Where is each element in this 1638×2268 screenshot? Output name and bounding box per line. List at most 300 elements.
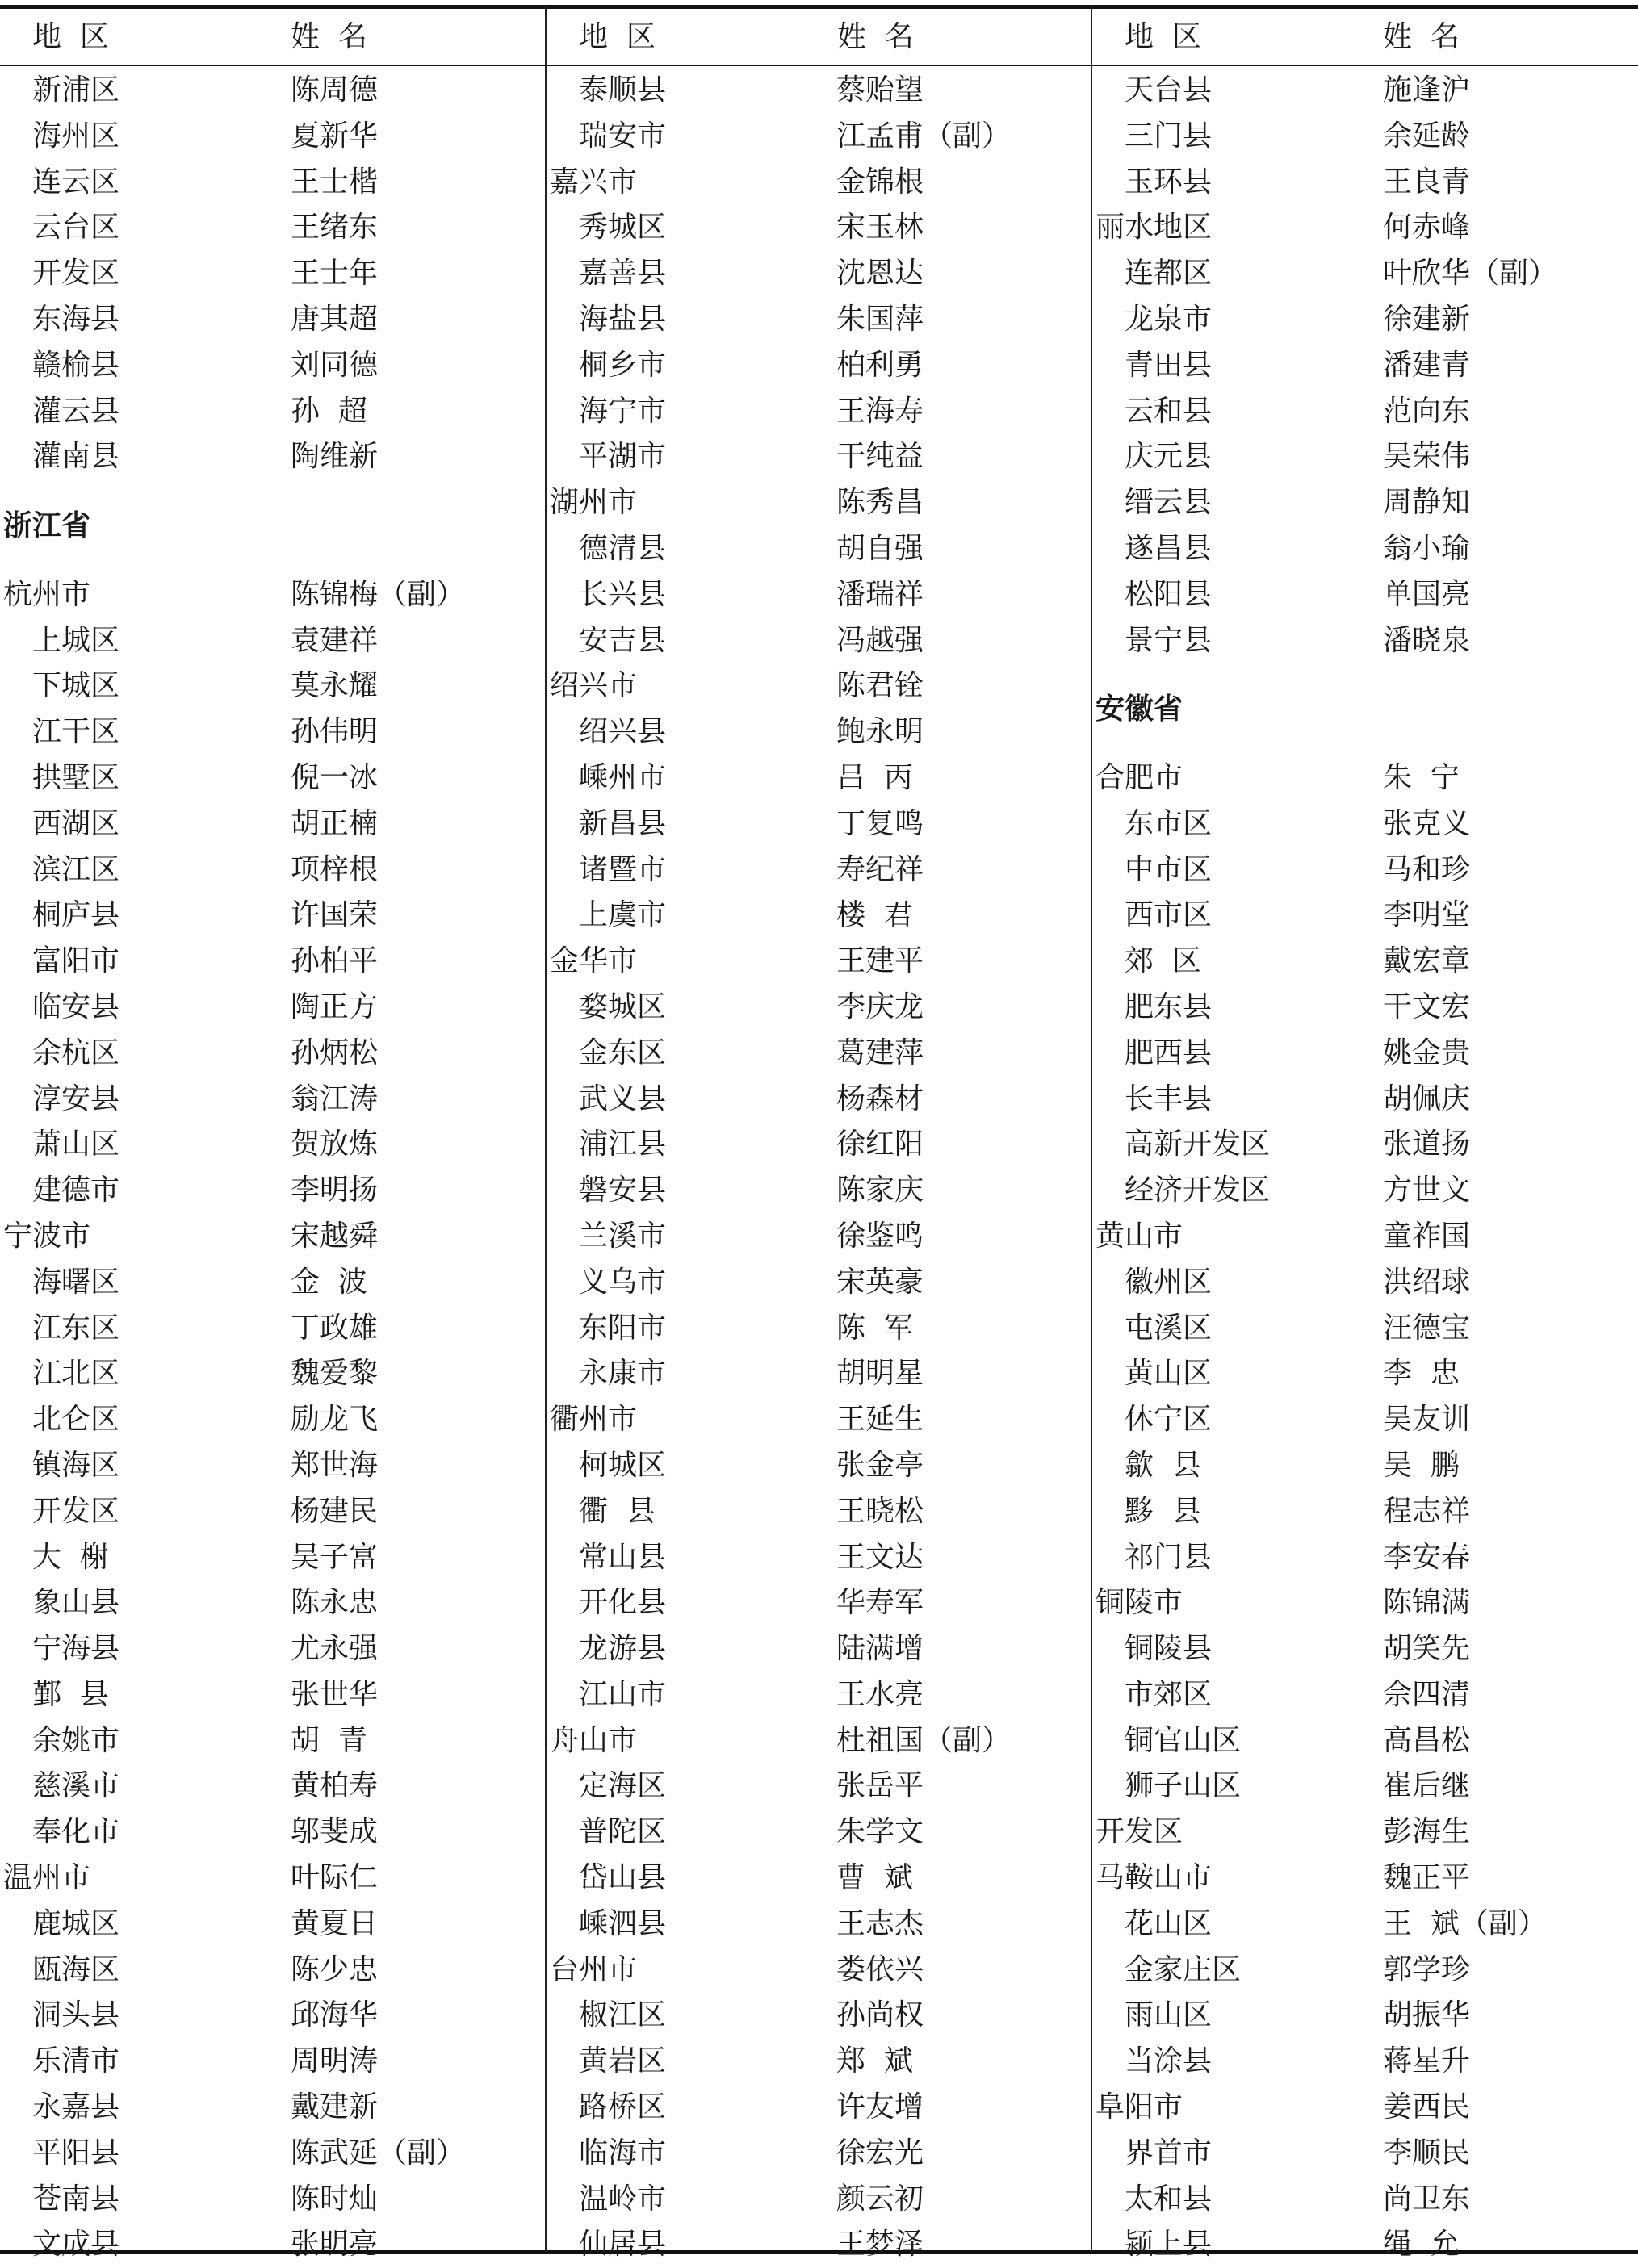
region-cell: 奉化市 — [32, 1815, 120, 1849]
table-row — [1092, 1764, 1638, 1810]
table-row — [0, 2177, 545, 2223]
region-cell: 灌南县 — [32, 440, 120, 474]
region-cell: 洞头县 — [32, 1998, 120, 2032]
name-cell: 黄柏寿 — [291, 1769, 379, 1803]
name-cell: 高昌松 — [1383, 1723, 1471, 1757]
name-cell: 陈锦梅（副） — [291, 577, 466, 611]
name-cell: 朱 宁 — [1383, 760, 1460, 794]
region-cell: 苍南县 — [32, 2182, 120, 2216]
region-cell: 下城区 — [32, 669, 120, 703]
name-cell: 李 忠 — [1383, 1357, 1460, 1391]
region-cell: 雨山区 — [1125, 1998, 1213, 2032]
table-row — [0, 1260, 545, 1306]
region-cell: 景宁县 — [1125, 623, 1213, 657]
table-row — [547, 1810, 1091, 1856]
table-row — [1092, 68, 1638, 114]
table-row — [1092, 114, 1638, 160]
table-row — [1092, 1626, 1638, 1672]
name-cell: 项梓根 — [291, 852, 379, 886]
table-row — [547, 480, 1091, 526]
name-cell: 胡 青 — [291, 1723, 367, 1757]
region-cell: 宁海县 — [32, 1632, 120, 1666]
region-cell: 缙云县 — [1125, 486, 1213, 520]
name-cell: 叶际仁 — [291, 1861, 379, 1895]
region-cell: 普陀区 — [579, 1815, 667, 1849]
name-cell: 葛建萍 — [836, 1036, 924, 1069]
region-cell: 泰顺县 — [579, 73, 667, 107]
table-row — [0, 1443, 545, 1489]
table-row — [0, 663, 545, 709]
column-rows — [1092, 68, 1638, 2268]
name-cell: 冯越强 — [836, 623, 924, 657]
region-cell: 椒江区 — [579, 1998, 667, 2032]
name-cell: 金 波 — [291, 1265, 367, 1299]
region-cell: 拱墅区 — [32, 760, 120, 794]
name-cell: 陶维新 — [291, 440, 379, 474]
region-cell: 淳安县 — [32, 1082, 120, 1115]
name-cell: 楼 君 — [836, 898, 913, 932]
name-cell: 崔后继 — [1383, 1769, 1471, 1803]
name-cell: 干文宏 — [1383, 990, 1471, 1023]
table-row — [547, 114, 1091, 160]
column-rows — [0, 68, 545, 2268]
region-cell: 花山区 — [1125, 1906, 1213, 1940]
table-row — [0, 755, 545, 801]
name-cell: 袁建祥 — [291, 623, 379, 657]
table-row — [1092, 1031, 1638, 1077]
table-row — [0, 1489, 545, 1535]
table-row — [0, 205, 545, 251]
name-cell: 徐宏光 — [836, 2136, 924, 2170]
name-cell: 华寿军 — [836, 1586, 924, 1620]
table-row — [547, 1580, 1091, 1626]
table-row — [0, 1993, 545, 2039]
region-cell: 浙江省 — [3, 509, 91, 543]
region-cell: 高新开发区 — [1125, 1128, 1271, 1161]
table-column-3 — [1092, 0, 1638, 2262]
region-cell: 海盐县 — [579, 302, 667, 336]
table-row — [0, 1580, 545, 1626]
region-cell: 永康市 — [579, 1357, 667, 1391]
name-cell: 杨建民 — [291, 1494, 379, 1528]
name-cell: 李明扬 — [291, 1174, 379, 1207]
name-cell: 洪绍球 — [1383, 1265, 1471, 1299]
name-cell: 胡笑先 — [1383, 1632, 1471, 1666]
name-cell: 王 斌（副） — [1383, 1906, 1547, 1940]
region-cell: 松阳县 — [1125, 577, 1213, 611]
name-cell: 鲍永明 — [836, 715, 924, 749]
table-row — [0, 1351, 545, 1397]
name-cell: 朱国萍 — [836, 302, 924, 336]
region-cell: 永嘉县 — [32, 2090, 120, 2124]
table-row — [547, 1856, 1091, 1902]
name-cell: 余延龄 — [1383, 119, 1471, 153]
table-row — [0, 1764, 545, 1810]
name-cell: 陈武延（副） — [291, 2136, 466, 2170]
name-cell: 戴宏章 — [1383, 944, 1471, 978]
table-row — [1092, 1214, 1638, 1260]
table-row — [547, 1626, 1091, 1672]
region-cell: 嵊泗县 — [579, 1906, 667, 1940]
region-cell: 市郊区 — [1125, 1677, 1213, 1711]
region-cell: 庆元县 — [1125, 440, 1213, 474]
region-cell: 马鞍山市 — [1095, 1861, 1213, 1895]
region-cell: 桐乡市 — [579, 348, 667, 382]
table-row — [547, 572, 1091, 618]
name-cell: 金锦根 — [836, 165, 924, 199]
region-cell: 新昌县 — [579, 806, 667, 840]
table-row — [547, 2177, 1091, 2223]
table-row — [0, 343, 545, 389]
table-row — [547, 1122, 1091, 1168]
region-cell: 休宁区 — [1125, 1403, 1213, 1437]
name-cell: 翁小瑜 — [1383, 531, 1471, 565]
region-cell: 海州区 — [32, 119, 120, 153]
region-cell: 肥东县 — [1125, 990, 1213, 1023]
table-row — [547, 1718, 1091, 1764]
name-cell: 王海寿 — [836, 394, 924, 428]
region-cell: 鄞 县 — [32, 1677, 109, 1711]
name-cell: 陈 军 — [836, 1311, 913, 1345]
name-cell: 李明堂 — [1383, 898, 1471, 932]
name-cell: 王良青 — [1383, 165, 1471, 199]
table-row — [547, 847, 1091, 893]
region-cell: 阜阳市 — [1095, 2090, 1183, 2124]
region-cell: 婺城区 — [579, 990, 667, 1023]
name-cell: 柏利勇 — [836, 348, 924, 382]
name-cell: 彭海生 — [1383, 1815, 1471, 1849]
table-row — [1092, 160, 1638, 206]
table-row — [547, 1077, 1091, 1123]
table-row — [547, 2222, 1091, 2268]
region-cell: 中市区 — [1125, 852, 1213, 886]
region-cell: 肥西县 — [1125, 1036, 1213, 1069]
name-cell: 李庆龙 — [836, 990, 924, 1023]
name-cell: 蔡贻望 — [836, 73, 924, 107]
region-cell: 界首市 — [1125, 2136, 1213, 2170]
table-row — [1092, 1351, 1638, 1397]
region-cell: 镇海区 — [32, 1448, 120, 1482]
region-cell: 铜陵市 — [1095, 1586, 1183, 1620]
region-cell: 大 榭 — [32, 1540, 109, 1574]
name-cell: 尤永强 — [291, 1632, 379, 1666]
region-cell: 龙游县 — [579, 1632, 667, 1666]
region-cell: 开发区 — [32, 257, 120, 291]
table-row — [1092, 847, 1638, 893]
table-row — [1092, 1168, 1638, 1214]
table-row — [0, 1077, 545, 1123]
region-cell: 铜官山区 — [1125, 1723, 1242, 1757]
table-row — [1092, 480, 1638, 526]
name-cell: 丁政雄 — [291, 1311, 379, 1345]
name-cell: 王水亮 — [836, 1677, 924, 1711]
name-cell: 翁江涛 — [291, 1082, 379, 1115]
region-cell: 路桥区 — [579, 2090, 667, 2124]
name-cell: 陶正方 — [291, 990, 379, 1023]
region-cell: 开发区 — [32, 1494, 120, 1528]
name-cell: 王建平 — [836, 944, 924, 978]
name-cell: 蒋星升 — [1383, 2044, 1471, 2078]
region-cell: 西市区 — [1125, 898, 1213, 932]
region-cell: 开化县 — [579, 1586, 667, 1620]
name-cell: 方世文 — [1383, 1174, 1471, 1207]
table-row — [547, 1443, 1091, 1489]
table-row — [1092, 1718, 1638, 1764]
table-row — [547, 2039, 1091, 2085]
name-cell: 陈秀昌 — [836, 486, 924, 520]
region-cell: 秀城区 — [579, 211, 667, 245]
region-cell: 三门县 — [1125, 119, 1213, 153]
name-cell: 胡自强 — [836, 531, 924, 565]
name-cell: 马和珍 — [1383, 852, 1471, 886]
region-cell: 萧山区 — [32, 1128, 120, 1161]
table-row — [547, 1260, 1091, 1306]
table-row — [547, 1672, 1091, 1718]
name-cell: 曹 斌 — [836, 1861, 913, 1895]
region-cell: 屯溪区 — [1125, 1311, 1213, 1345]
name-cell: 尚卫东 — [1383, 2182, 1471, 2216]
table-row — [547, 985, 1091, 1031]
name-cell: 吴子富 — [291, 1540, 379, 1574]
region-cell: 天台县 — [1125, 73, 1213, 107]
table-row — [1092, 801, 1638, 847]
name-cell: 王士楷 — [291, 165, 379, 199]
name-cell: 叶欣华（副） — [1383, 257, 1558, 291]
name-cell: 王志杰 — [836, 1906, 924, 1940]
table-row — [1092, 1260, 1638, 1306]
table-row — [1092, 205, 1638, 251]
table-row — [0, 1672, 545, 1718]
name-cell: 寿纪祥 — [836, 852, 924, 886]
region-cell: 常山县 — [579, 1540, 667, 1574]
region-cell: 经济开发区 — [1125, 1174, 1271, 1207]
table-row — [0, 618, 545, 664]
name-cell: 孙柏平 — [291, 944, 379, 978]
region-cell: 嵊州市 — [579, 760, 667, 794]
table-row — [1092, 526, 1638, 572]
name-cell: 陈君铨 — [836, 669, 924, 703]
region-cell: 上城区 — [32, 623, 120, 657]
region-cell: 瑞安市 — [579, 119, 667, 153]
region-cell: 上虞市 — [579, 898, 667, 932]
region-cell: 建德市 — [32, 1174, 120, 1207]
region-cell: 云台区 — [32, 211, 120, 245]
region-cell: 台州市 — [550, 1952, 638, 1986]
region-cell: 宁波市 — [3, 1219, 91, 1253]
region-cell: 郊 区 — [1125, 944, 1201, 978]
region-cell: 金东区 — [579, 1036, 667, 1069]
region-cell: 富阳市 — [32, 944, 120, 978]
table-row — [0, 1626, 545, 1672]
region-cell: 江山市 — [579, 1677, 667, 1711]
table-row — [547, 939, 1091, 985]
table-row — [0, 434, 545, 480]
region-cell: 乐清市 — [32, 2044, 120, 2078]
name-cell: 吴友训 — [1383, 1403, 1471, 1437]
region-cell: 徽州区 — [1125, 1265, 1213, 1299]
region-cell: 太和县 — [1125, 2182, 1213, 2216]
table-row — [547, 801, 1091, 847]
table-row — [1092, 1397, 1638, 1443]
name-cell: 张明亮 — [291, 2228, 379, 2262]
name-cell: 徐红阳 — [836, 1128, 924, 1161]
name-cell: 孙伟明 — [291, 715, 379, 749]
region-cell: 长兴县 — [579, 577, 667, 611]
table-row — [1092, 1672, 1638, 1718]
region-cell: 云和县 — [1125, 394, 1213, 428]
name-cell: 宋英豪 — [836, 1265, 924, 1299]
region-cell: 江干区 — [32, 715, 120, 749]
region-cell: 衢州市 — [550, 1403, 638, 1437]
name-cell: 张克义 — [1383, 806, 1471, 840]
table-row — [0, 709, 545, 755]
table-row — [1092, 1948, 1638, 1994]
name-cell: 姚金贵 — [1383, 1036, 1471, 1069]
region-cell: 浦江县 — [579, 1128, 667, 1161]
name-cell: 潘瑞祥 — [836, 577, 924, 611]
region-cell: 磐安县 — [579, 1174, 667, 1207]
table-row — [1092, 2177, 1638, 2223]
table-row — [547, 434, 1091, 480]
name-cell: 王晓松 — [836, 1494, 924, 1528]
table-row — [0, 1214, 545, 1260]
table-row — [0, 1856, 545, 1902]
table-row — [0, 2039, 545, 2085]
region-cell: 海曙区 — [32, 1265, 120, 1299]
table-row — [0, 1902, 545, 1948]
table-row — [1092, 939, 1638, 985]
name-cell: 干纯益 — [836, 440, 924, 474]
name-cell: 陈永忠 — [291, 1586, 379, 1620]
region-cell: 岱山县 — [579, 1861, 667, 1895]
region-cell: 衢 县 — [579, 1494, 656, 1528]
table-row — [547, 1031, 1091, 1077]
name-cell: 杨森材 — [836, 1082, 924, 1115]
name-cell: 徐鉴鸣 — [836, 1219, 924, 1253]
table-row — [547, 1764, 1091, 1810]
region-cell: 兰溪市 — [579, 1219, 667, 1253]
table-row — [1092, 755, 1638, 801]
name-cell: 潘建青 — [1383, 348, 1471, 382]
region-cell: 颍上县 — [1125, 2228, 1213, 2262]
name-cell: 孙炳松 — [291, 1036, 379, 1069]
region-cell: 滨江区 — [32, 852, 120, 886]
name-cell: 张道扬 — [1383, 1128, 1471, 1161]
name-cell: 王梦泽 — [836, 2228, 924, 2262]
table-row — [1092, 1489, 1638, 1535]
region-cell: 鹿城区 — [32, 1906, 120, 1940]
region-cell: 玉环县 — [1125, 165, 1213, 199]
name-cell: 王文达 — [836, 1540, 924, 1574]
table-row — [1092, 297, 1638, 343]
table-row — [0, 389, 545, 435]
region-cell: 杭州市 — [3, 577, 91, 611]
name-cell: 王延生 — [836, 1403, 924, 1437]
table-row — [1092, 343, 1638, 389]
table-row — [0, 847, 545, 893]
table-row — [547, 1993, 1091, 2039]
table-row — [547, 251, 1091, 297]
region-cell: 黄山市 — [1095, 1219, 1183, 1253]
table-row — [1092, 2131, 1638, 2177]
region-cell: 平湖市 — [579, 440, 667, 474]
name-cell: 刘同德 — [291, 348, 379, 382]
name-cell: 孙 超 — [291, 394, 367, 428]
region-cell: 慈溪市 — [32, 1769, 120, 1803]
table-row — [547, 1535, 1091, 1581]
name-cell: 周静知 — [1383, 486, 1471, 520]
region-cell: 青田县 — [1125, 348, 1213, 382]
table-row — [0, 2131, 545, 2177]
name-cell: 魏正平 — [1383, 1861, 1471, 1895]
name-cell: 邱海华 — [291, 1998, 379, 2032]
table-row — [547, 663, 1091, 709]
name-cell: 沈恩达 — [836, 257, 924, 291]
table-row — [1092, 1535, 1638, 1581]
name-cell: 张金亭 — [836, 1448, 924, 1482]
region-cell: 灌云县 — [32, 394, 120, 428]
region-cell: 余杭区 — [32, 1036, 120, 1069]
region-cell: 黄岩区 — [579, 2044, 667, 2078]
table-row — [547, 2085, 1091, 2131]
region-cell: 西湖区 — [32, 806, 120, 840]
region-cell: 祁门县 — [1125, 1540, 1213, 1574]
table-row — [547, 297, 1091, 343]
region-cell: 嘉善县 — [579, 257, 667, 291]
region-cell: 东海县 — [32, 302, 120, 336]
name-cell: 胡振华 — [1383, 1998, 1471, 2032]
name-cell: 丁复鸣 — [836, 806, 924, 840]
table-row — [547, 526, 1091, 572]
name-cell: 夏新华 — [291, 119, 379, 153]
province-heading — [0, 480, 545, 572]
table-row — [0, 1718, 545, 1764]
region-cell: 开发区 — [1095, 1815, 1183, 1849]
table-row — [1092, 2085, 1638, 2131]
name-cell: 郑世海 — [291, 1448, 379, 1482]
table-row — [0, 1810, 545, 1856]
table-row — [547, 389, 1091, 435]
name-cell: 郑 斌 — [836, 2044, 913, 2078]
table-row — [547, 709, 1091, 755]
name-cell: 佘四清 — [1383, 1677, 1471, 1711]
region-cell: 黟 县 — [1125, 1494, 1201, 1528]
region-cell: 北仑区 — [32, 1403, 120, 1437]
region-cell: 象山县 — [32, 1586, 120, 1620]
region-cell: 合肥市 — [1095, 760, 1183, 794]
region-cell: 嘉兴市 — [550, 165, 638, 199]
table-row — [0, 114, 545, 160]
column-rows — [547, 68, 1091, 2268]
table-row — [0, 1168, 545, 1214]
region-cell: 诸暨市 — [579, 852, 667, 886]
table-row — [547, 1306, 1091, 1352]
name-cell: 杜祖国（副） — [836, 1723, 1012, 1757]
name-cell: 吴荣伟 — [1383, 440, 1471, 474]
table-row — [547, 1351, 1091, 1397]
region-cell: 武义县 — [579, 1082, 667, 1115]
name-cell: 胡佩庆 — [1383, 1082, 1471, 1115]
region-cell: 平阳县 — [32, 2136, 120, 2170]
table-row — [1092, 1810, 1638, 1856]
table-row — [1092, 572, 1638, 618]
region-cell: 文成县 — [32, 2228, 120, 2262]
table-row — [1092, 618, 1638, 664]
name-cell: 戴建新 — [291, 2090, 379, 2124]
name-cell: 倪一冰 — [291, 760, 379, 794]
header-name: 姓 名 — [291, 20, 367, 53]
region-cell: 长丰县 — [1125, 1082, 1213, 1115]
